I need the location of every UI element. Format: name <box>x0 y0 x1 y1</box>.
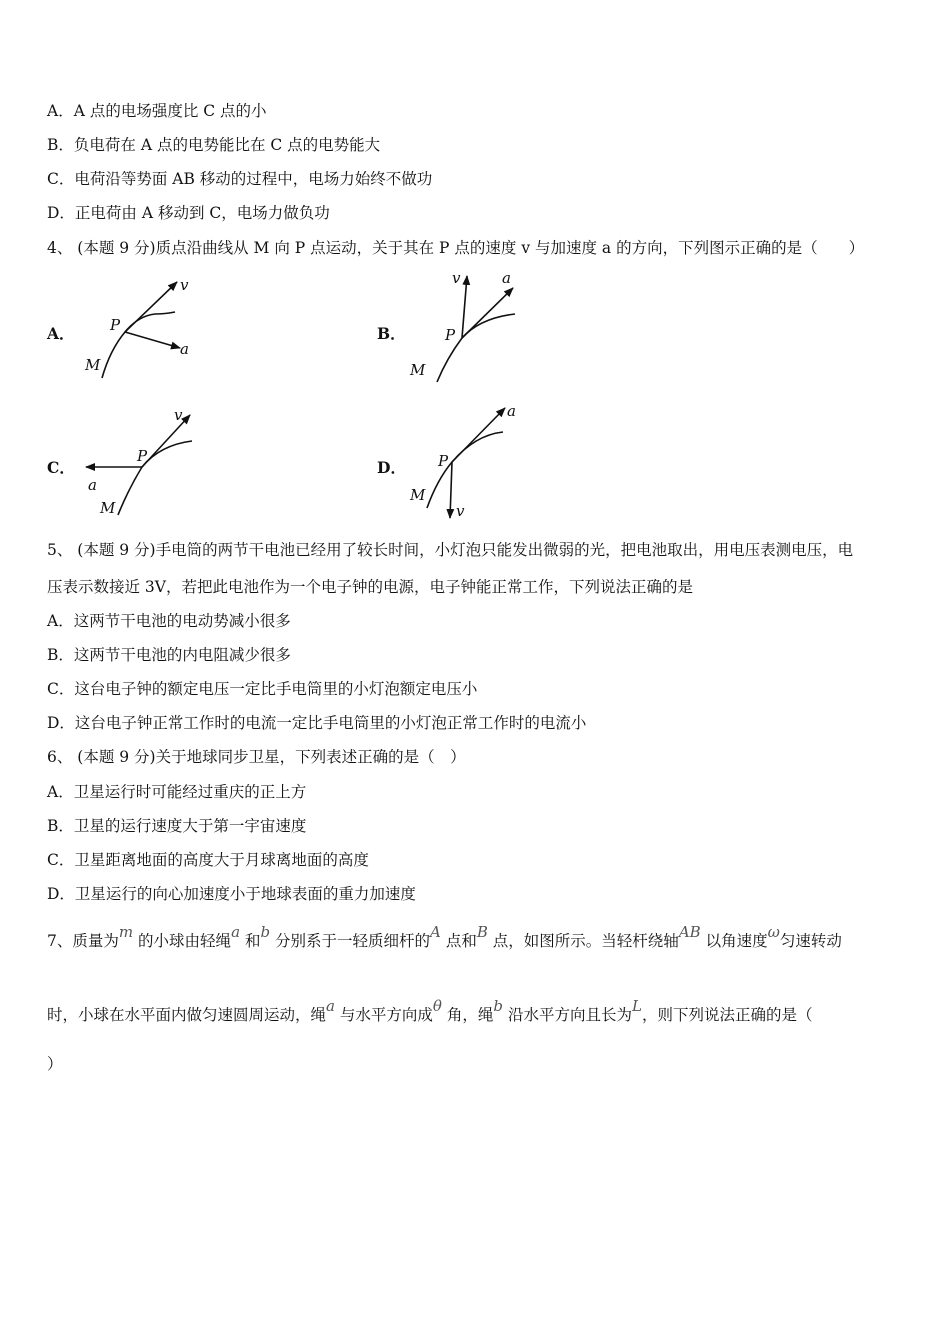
q3-option-a: A．A 点的电场强度比 C 点的小 <box>47 102 267 120</box>
q4-stem: 4、 (本题 9 分)质点沿曲线从 M 向 P 点运动，关于其在 P 点的速度 v 与加速度 a 的方向，下列图示正确的是（ ） <box>47 239 865 257</box>
svg-text:a: a <box>507 402 516 420</box>
q3-option-b: B．负电荷在 A 点的电势能比在 C 点的电势能大 <box>47 136 381 154</box>
q5-option-d: D．这台电子钟正常工作时的电流一定比手电筒里的小灯泡正常工作时的电流小 <box>47 714 587 732</box>
q6-stem: 6、 (本题 9 分)关于地球同步卫星，下列表述正确的是（ ） <box>47 748 466 766</box>
q5-option-a: A．这两节干电池的电动势减小很多 <box>47 612 291 630</box>
q6-option-c: C．卫星距离地面的高度大于月球离地面的高度 <box>47 851 369 869</box>
q7-stem-line2: 时，小球在水平面内做匀速圆周运动，绳a 与水平方向成θ 角，绳b 沿水平方向且长为L，则下列说法正确的是（ <box>47 997 813 1024</box>
svg-text:a: a <box>88 476 97 494</box>
q3-option-d: D．正电荷由 A 移动到 C，电场力做负功 <box>47 204 330 222</box>
svg-text:v: v <box>452 269 461 287</box>
svg-text:a: a <box>502 269 511 287</box>
q4-figure-d <box>405 400 535 520</box>
q7-stem-line1: 7、质量为m 的小球由轻绳a 和b 分别系于一轻质细杆的A 点和B 点，如图所示。当轻杆绕轴AB 以角速度ω匀速转动 <box>47 923 842 950</box>
q7-stem-line3: ） <box>47 1055 63 1073</box>
q6-option-b: B．卫星的运行速度大于第一宇宙速度 <box>47 817 307 835</box>
q6-option-d: D．卫星运行的向心加速度小于地球表面的重力加速度 <box>47 885 416 903</box>
svg-text:M: M <box>100 499 116 517</box>
q4-figure-b <box>405 268 535 388</box>
svg-text:M: M <box>85 356 101 374</box>
q4-figure-a <box>80 270 210 385</box>
q4-figure-c <box>80 405 210 520</box>
q4-option-d-label: D． <box>377 458 406 477</box>
svg-text:P: P <box>110 316 121 334</box>
q4-option-c-label: C． <box>47 458 75 477</box>
svg-text:M: M <box>410 361 426 379</box>
svg-text:M: M <box>410 486 426 504</box>
svg-text:P: P <box>438 452 449 470</box>
q4-option-a-label: A． <box>47 324 75 343</box>
q5-stem-line2: 压表示数接近 3V，若把此电池作为一个电子钟的电源，电子钟能正常工作，下列说法正确的是 <box>47 578 693 596</box>
svg-text:P: P <box>137 447 148 465</box>
q5-stem-line1: 5、 (本题 9 分)手电筒的两节干电池已经用了较长时间，小灯泡只能发出微弱的光，把电池取出，用电压表测电压，电 <box>47 541 854 559</box>
svg-text:a: a <box>180 340 189 358</box>
q4-option-b-label: B． <box>377 324 406 343</box>
svg-text:v: v <box>456 502 465 520</box>
q3-option-c: C．电荷沿等势面 AB 移动的过程中，电场力始终不做功 <box>47 170 433 188</box>
q5-option-c: C．这台电子钟的额定电压一定比手电筒里的小灯泡额定电压小 <box>47 680 478 698</box>
q5-option-b: B．这两节干电池的内电阻减少很多 <box>47 646 291 664</box>
svg-text:v: v <box>174 406 183 424</box>
svg-text:v: v <box>180 276 189 294</box>
q6-option-a: A．卫星运行时可能经过重庆的正上方 <box>47 783 307 801</box>
svg-text:P: P <box>445 326 456 344</box>
